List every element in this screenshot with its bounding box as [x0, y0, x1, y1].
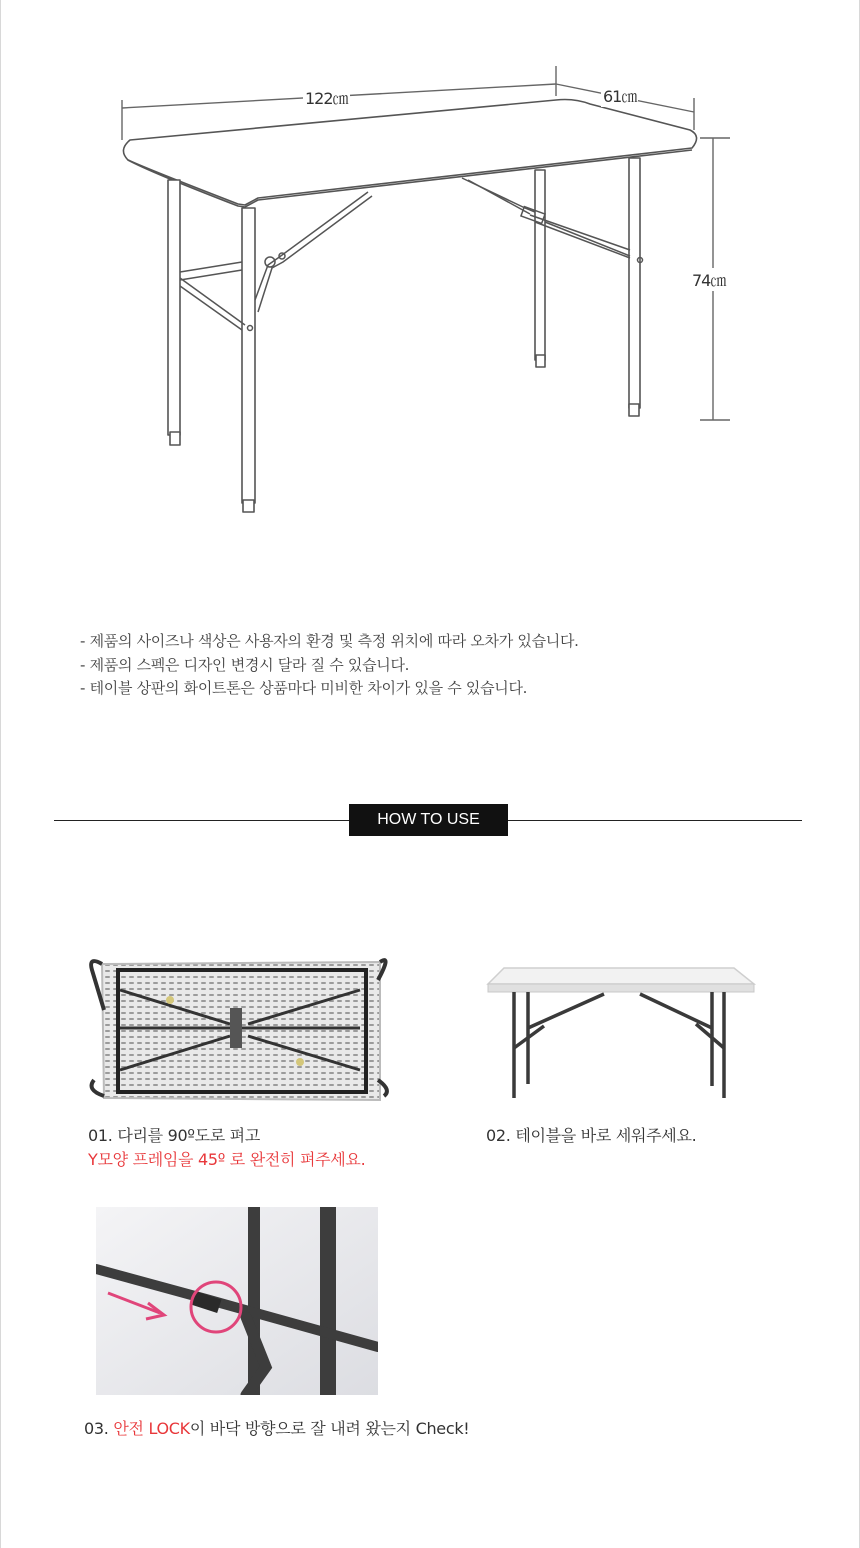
note-item: - 제품의 사이즈나 색상은 사용자의 환경 및 측정 위치에 따라 오차가 있습니다.: [80, 632, 579, 650]
step3-text: [84, 1417, 469, 1441]
step3-suffix: 이 바닥 방향으로 잘 내려 왔는지 Check!: [189, 1419, 470, 1438]
height-dimension-label: 74㎝: [690, 268, 727, 291]
step1-line1: 01. 다리를 90º도로 펴고: [88, 1126, 260, 1145]
step3-prefix: 03.: [84, 1419, 114, 1438]
product-notes: [80, 630, 579, 701]
table-dimension-drawing: [0, 0, 860, 560]
note-item: - 테이블 상판의 화이트톤은 상품마다 미비한 차이가 있을 수 있습니다.: [80, 679, 528, 697]
step3-highlight: 안전 LOCK: [113, 1419, 190, 1438]
step1-line2: Y모양 프레임을 45º 로 완전히 펴주세요.: [88, 1150, 366, 1169]
step3-image: [96, 1207, 378, 1395]
step1-image: [80, 950, 390, 1110]
step1-text: [88, 1124, 365, 1172]
step2-text: [486, 1124, 696, 1148]
note-item: - 제품의 스펙은 디자인 변경시 달라 질 수 있습니다.: [80, 655, 410, 674]
depth-dimension-label: 61㎝: [601, 84, 638, 107]
step2-image: [484, 958, 760, 1108]
width-dimension-label: 122㎝: [303, 86, 350, 109]
step2-line: 02. 테이블을 바로 세워주세요.: [486, 1126, 697, 1145]
section-title: HOW TO USE: [349, 804, 508, 836]
